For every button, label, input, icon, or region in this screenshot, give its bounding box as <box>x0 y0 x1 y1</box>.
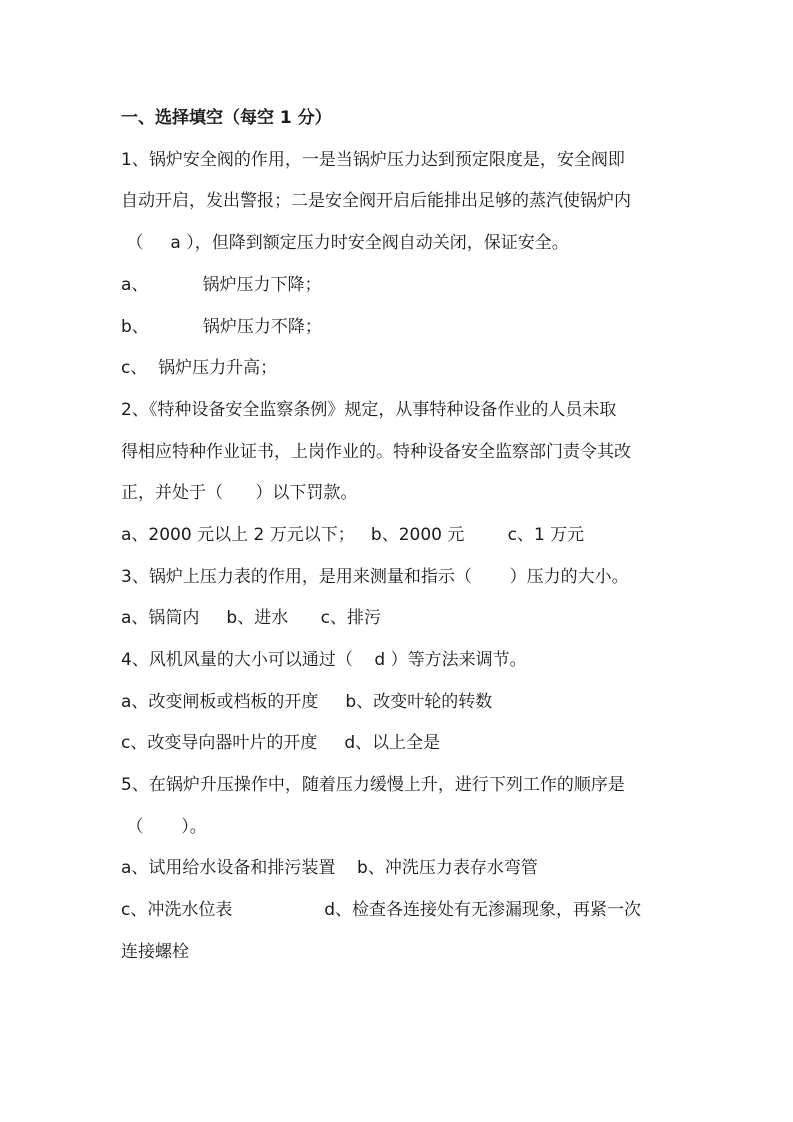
question-1-line-2: 自动开启，发出警报；二是安全阀开启后能排出足够的蒸汽使锅炉内 <box>121 191 631 211</box>
question-5-line-1: 5、在锅炉升压操作中，随着压力缓慢上升，进行下列工作的顺序是 <box>121 775 625 795</box>
question-4-options-2: c、改变导向器叶片的开度 d、以上全是 <box>121 733 441 753</box>
question-1-option-c: c、 锅炉压力升高； <box>121 358 278 378</box>
question-2-line-2: 得相应特种作业证书，上岗作业的。特种设备安全监察部门责令其改 <box>121 442 631 462</box>
question-5-options-2: c、冲洗水位表 d、检查各连接处有无渗漏现象，再紧一次 <box>121 900 642 920</box>
question-3-options: a、锅筒内 b、进水 c、排污 <box>121 608 381 628</box>
question-2-line-1: 2、《特种设备安全监察条例》规定，从事特种设备作业的人员未取 <box>121 400 617 420</box>
question-1-line-1: 1、锅炉安全阀的作用，一是当锅炉压力达到预定限度是，安全阀即 <box>121 150 625 170</box>
question-5-options-3: 连接螺栓 <box>121 942 189 962</box>
question-3-line-1: 3、锅炉上压力表的作用，是用来测量和指示（ ）压力的大小。 <box>121 567 629 587</box>
question-2-line-3: 正，并处于（ ）以下罚款。 <box>121 483 358 503</box>
section-title: 一、选择填空（每空 1 分） <box>121 108 332 128</box>
question-1-option-b: b、 锅炉压力不降； <box>121 317 322 337</box>
question-1-line-3: （ a ），但降到额定压力时安全阀自动关闭，保证安全。 <box>121 233 569 253</box>
question-1-option-a: a、 锅炉压力下降； <box>121 275 322 295</box>
question-5-options-1: a、试用给水设备和排污装置 b、冲洗压力表存水弯管 <box>121 858 538 878</box>
question-4-options-1: a、改变闸板或档板的开度 b、改变叶轮的转数 <box>121 692 493 712</box>
question-4-line-1: 4、风机风量的大小可以通过（ d ）等方法来调节。 <box>121 650 527 670</box>
question-5-line-2: （ ）。 <box>121 817 207 837</box>
question-2-options: a、2000 元以上 2 万元以下； b、2000 元 c、1 万元 <box>121 525 585 545</box>
